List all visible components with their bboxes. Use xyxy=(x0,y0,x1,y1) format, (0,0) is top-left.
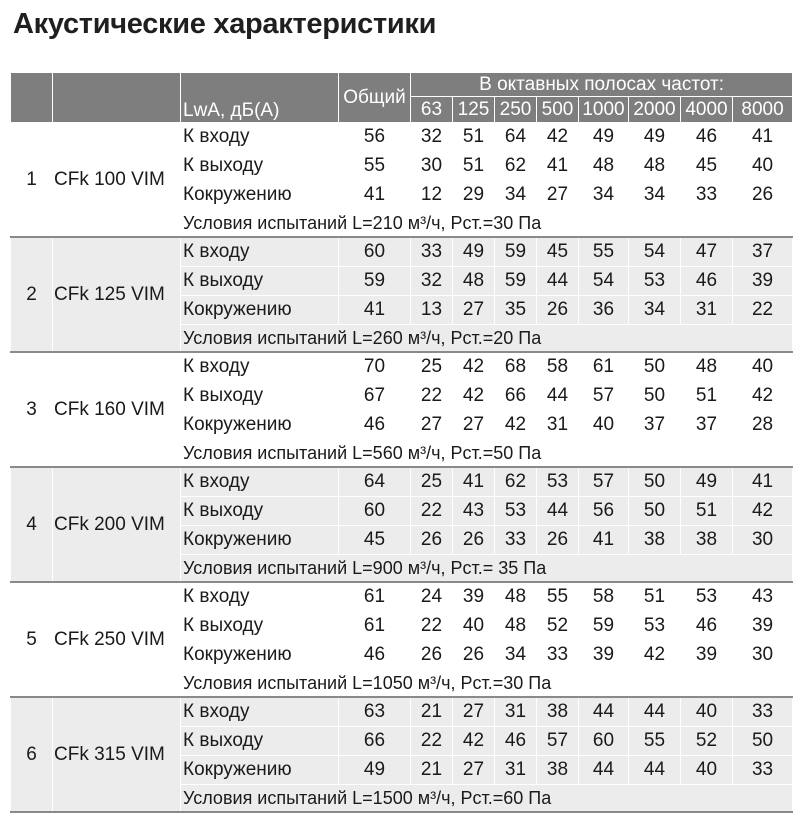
band-value: 26 xyxy=(733,181,793,210)
row-index: 5 xyxy=(11,582,53,697)
model-name: CFk 125 VIM xyxy=(53,237,181,352)
header-frequency-cell: 63 xyxy=(411,97,453,123)
band-value: 51 xyxy=(453,152,495,181)
band-value: 49 xyxy=(681,467,733,497)
band-value: 40 xyxy=(681,756,733,785)
band-value: 53 xyxy=(629,612,681,641)
test-conditions: Условия испытаний L=1500 м³/ч, Рст.=60 Па xyxy=(181,785,793,813)
total-value: 70 xyxy=(339,352,411,382)
band-value: 33 xyxy=(733,756,793,785)
band-value: 26 xyxy=(537,296,579,325)
band-value: 40 xyxy=(733,352,793,382)
band-value: 22 xyxy=(411,382,453,411)
header-octave-bands: В октавных полосах частот: xyxy=(411,73,793,97)
band-value: 21 xyxy=(411,697,453,727)
measurement-label: Кокружению xyxy=(181,296,339,325)
band-value: 33 xyxy=(733,697,793,727)
band-value: 46 xyxy=(681,612,733,641)
table-row xyxy=(11,467,793,497)
table-row xyxy=(11,697,793,727)
band-value: 46 xyxy=(495,727,537,756)
band-value: 57 xyxy=(579,467,629,497)
band-value: 26 xyxy=(411,641,453,670)
measurement-label: К входу xyxy=(181,352,339,382)
acoustic-table xyxy=(10,72,793,813)
band-value: 30 xyxy=(733,641,793,670)
total-value: 61 xyxy=(339,582,411,612)
band-value: 53 xyxy=(681,582,733,612)
band-value: 48 xyxy=(453,267,495,296)
band-value: 62 xyxy=(495,467,537,497)
band-value: 42 xyxy=(495,411,537,440)
band-value: 26 xyxy=(453,641,495,670)
band-value: 40 xyxy=(733,152,793,181)
total-value: 41 xyxy=(339,181,411,210)
row-index: 2 xyxy=(11,237,53,352)
header-total: Общий xyxy=(339,73,411,123)
band-value: 33 xyxy=(495,526,537,555)
total-value: 41 xyxy=(339,296,411,325)
band-value: 34 xyxy=(495,181,537,210)
measurement-label: Кокружению xyxy=(181,411,339,440)
table-row xyxy=(11,123,793,152)
band-value: 25 xyxy=(411,467,453,497)
band-value: 41 xyxy=(733,467,793,497)
band-value: 31 xyxy=(495,697,537,727)
band-value: 48 xyxy=(681,352,733,382)
table-row xyxy=(11,352,793,382)
band-value: 33 xyxy=(537,641,579,670)
band-value: 36 xyxy=(579,296,629,325)
table-row xyxy=(11,237,793,267)
band-value: 50 xyxy=(629,382,681,411)
total-value: 61 xyxy=(339,612,411,641)
band-value: 41 xyxy=(733,123,793,152)
page-title: Акустические характеристики xyxy=(13,8,437,40)
header-frequency-cell: 4000 xyxy=(681,97,733,123)
band-value: 51 xyxy=(453,123,495,152)
band-value: 54 xyxy=(579,267,629,296)
band-value: 66 xyxy=(495,382,537,411)
model-name: CFk 315 VIM xyxy=(53,697,181,812)
band-value: 59 xyxy=(495,267,537,296)
table-body xyxy=(11,123,793,813)
band-value: 49 xyxy=(629,123,681,152)
band-value: 32 xyxy=(411,267,453,296)
total-value: 56 xyxy=(339,123,411,152)
band-value: 46 xyxy=(681,123,733,152)
band-value: 58 xyxy=(579,582,629,612)
band-value: 27 xyxy=(453,411,495,440)
band-value: 37 xyxy=(681,411,733,440)
band-value: 55 xyxy=(579,237,629,267)
test-conditions: Условия испытаний L=210 м³/ч, Рст.=30 Па xyxy=(181,210,793,238)
band-value: 55 xyxy=(629,727,681,756)
measurement-label: Кокружению xyxy=(181,756,339,785)
test-conditions: Условия испытаний L=560 м³/ч, Рст.=50 Па xyxy=(181,440,793,468)
band-value: 39 xyxy=(453,582,495,612)
header-index-cell xyxy=(11,73,53,123)
band-value: 22 xyxy=(411,612,453,641)
band-value: 34 xyxy=(629,296,681,325)
band-value: 39 xyxy=(733,612,793,641)
measurement-label: К входу xyxy=(181,582,339,612)
band-value: 37 xyxy=(629,411,681,440)
band-value: 50 xyxy=(629,467,681,497)
header-frequency-cell: 250 xyxy=(495,97,537,123)
band-value: 50 xyxy=(733,727,793,756)
band-value: 44 xyxy=(629,697,681,727)
band-value: 45 xyxy=(537,237,579,267)
test-conditions: Условия испытаний L=900 м³/ч, Рст.= 35 Па xyxy=(181,555,793,583)
band-value: 44 xyxy=(629,756,681,785)
band-value: 43 xyxy=(733,582,793,612)
band-value: 33 xyxy=(681,181,733,210)
band-value: 49 xyxy=(453,237,495,267)
band-value: 39 xyxy=(733,267,793,296)
band-value: 38 xyxy=(629,526,681,555)
band-value: 42 xyxy=(453,352,495,382)
band-value: 38 xyxy=(537,697,579,727)
band-value: 37 xyxy=(733,237,793,267)
band-value: 35 xyxy=(495,296,537,325)
band-value: 40 xyxy=(453,612,495,641)
model-name: CFk 250 VIM xyxy=(53,582,181,697)
measurement-label: Кокружению xyxy=(181,181,339,210)
band-value: 27 xyxy=(453,697,495,727)
measurement-label: К выходу xyxy=(181,727,339,756)
band-value: 52 xyxy=(537,612,579,641)
band-value: 31 xyxy=(681,296,733,325)
band-value: 31 xyxy=(537,411,579,440)
band-value: 42 xyxy=(733,497,793,526)
total-value: 46 xyxy=(339,641,411,670)
band-value: 22 xyxy=(411,497,453,526)
band-value: 57 xyxy=(537,727,579,756)
header-frequency-cell: 2000 xyxy=(629,97,681,123)
band-value: 42 xyxy=(629,641,681,670)
band-value: 46 xyxy=(681,267,733,296)
band-value: 44 xyxy=(579,756,629,785)
band-value: 50 xyxy=(629,352,681,382)
band-value: 27 xyxy=(453,296,495,325)
band-value: 59 xyxy=(579,612,629,641)
band-value: 57 xyxy=(579,382,629,411)
measurement-label: К выходу xyxy=(181,612,339,641)
band-value: 61 xyxy=(579,352,629,382)
band-value: 12 xyxy=(411,181,453,210)
measurement-label: К входу xyxy=(181,697,339,727)
total-value: 45 xyxy=(339,526,411,555)
band-value: 52 xyxy=(681,727,733,756)
band-value: 22 xyxy=(733,296,793,325)
band-value: 27 xyxy=(411,411,453,440)
band-value: 44 xyxy=(537,497,579,526)
band-value: 51 xyxy=(681,497,733,526)
total-value: 66 xyxy=(339,727,411,756)
band-value: 55 xyxy=(537,582,579,612)
band-value: 48 xyxy=(495,612,537,641)
test-conditions: Условия испытаний L=260 м³/ч, Рст.=20 Па xyxy=(181,325,793,353)
table-row xyxy=(11,582,793,612)
band-value: 25 xyxy=(411,352,453,382)
band-value: 21 xyxy=(411,756,453,785)
measurement-label: К выходу xyxy=(181,267,339,296)
band-value: 68 xyxy=(495,352,537,382)
band-value: 26 xyxy=(411,526,453,555)
band-value: 45 xyxy=(681,152,733,181)
band-value: 41 xyxy=(579,526,629,555)
band-value: 38 xyxy=(681,526,733,555)
band-value: 44 xyxy=(537,267,579,296)
band-value: 27 xyxy=(453,756,495,785)
total-value: 60 xyxy=(339,497,411,526)
band-value: 13 xyxy=(411,296,453,325)
band-value: 58 xyxy=(537,352,579,382)
band-value: 44 xyxy=(537,382,579,411)
band-value: 22 xyxy=(411,727,453,756)
total-value: 64 xyxy=(339,467,411,497)
band-value: 26 xyxy=(453,526,495,555)
band-value: 32 xyxy=(411,123,453,152)
band-value: 27 xyxy=(537,181,579,210)
header-frequency-cell: 1000 xyxy=(579,97,629,123)
band-value: 56 xyxy=(579,497,629,526)
test-conditions: Условия испытаний L=1050 м³/ч, Рст.=30 Па xyxy=(181,670,793,698)
band-value: 53 xyxy=(537,467,579,497)
header-frequency-cell: 8000 xyxy=(733,97,793,123)
header-frequency-cell: 125 xyxy=(453,97,495,123)
band-value: 54 xyxy=(629,237,681,267)
band-value: 49 xyxy=(579,123,629,152)
total-value: 59 xyxy=(339,267,411,296)
band-value: 47 xyxy=(681,237,733,267)
band-value: 60 xyxy=(579,727,629,756)
row-index: 6 xyxy=(11,697,53,812)
band-value: 41 xyxy=(453,467,495,497)
total-value: 60 xyxy=(339,237,411,267)
band-value: 48 xyxy=(629,152,681,181)
measurement-label: К выходу xyxy=(181,382,339,411)
band-value: 30 xyxy=(411,152,453,181)
measurement-label: К выходу xyxy=(181,152,339,181)
band-value: 33 xyxy=(411,237,453,267)
band-value: 29 xyxy=(453,181,495,210)
row-index: 3 xyxy=(11,352,53,467)
band-value: 43 xyxy=(453,497,495,526)
band-value: 39 xyxy=(579,641,629,670)
band-value: 44 xyxy=(579,697,629,727)
band-value: 40 xyxy=(681,697,733,727)
measurement-label: К входу xyxy=(181,467,339,497)
model-name: CFk 100 VIM xyxy=(53,123,181,238)
header-frequency-cell: 500 xyxy=(537,97,579,123)
band-value: 41 xyxy=(537,152,579,181)
band-value: 48 xyxy=(495,582,537,612)
total-value: 67 xyxy=(339,382,411,411)
band-value: 42 xyxy=(453,727,495,756)
band-value: 34 xyxy=(579,181,629,210)
measurement-label: К входу xyxy=(181,237,339,267)
row-index: 4 xyxy=(11,467,53,582)
band-value: 48 xyxy=(579,152,629,181)
band-value: 59 xyxy=(495,237,537,267)
band-value: 39 xyxy=(681,641,733,670)
band-value: 42 xyxy=(453,382,495,411)
band-value: 31 xyxy=(495,756,537,785)
row-index: 1 xyxy=(11,123,53,238)
band-value: 51 xyxy=(629,582,681,612)
model-name: CFk 200 VIM xyxy=(53,467,181,582)
band-value: 51 xyxy=(681,382,733,411)
band-value: 50 xyxy=(629,497,681,526)
header-lwa: LwA, дБ(А) xyxy=(181,73,339,123)
measurement-label: Кокружению xyxy=(181,641,339,670)
band-value: 38 xyxy=(537,756,579,785)
measurement-label: К входу xyxy=(181,123,339,152)
band-value: 30 xyxy=(733,526,793,555)
band-value: 34 xyxy=(495,641,537,670)
band-value: 53 xyxy=(495,497,537,526)
total-value: 55 xyxy=(339,152,411,181)
total-value: 46 xyxy=(339,411,411,440)
measurement-label: Кокружению xyxy=(181,526,339,555)
band-value: 64 xyxy=(495,123,537,152)
band-value: 53 xyxy=(629,267,681,296)
band-value: 62 xyxy=(495,152,537,181)
total-value: 49 xyxy=(339,756,411,785)
total-value: 63 xyxy=(339,697,411,727)
measurement-label: К выходу xyxy=(181,497,339,526)
model-name: CFk 160 VIM xyxy=(53,352,181,467)
band-value: 42 xyxy=(537,123,579,152)
band-value: 26 xyxy=(537,526,579,555)
table-header xyxy=(11,73,793,123)
band-value: 40 xyxy=(579,411,629,440)
band-value: 42 xyxy=(733,382,793,411)
band-value: 34 xyxy=(629,181,681,210)
band-value: 28 xyxy=(733,411,793,440)
band-value: 24 xyxy=(411,582,453,612)
header-model-cell xyxy=(53,73,181,123)
